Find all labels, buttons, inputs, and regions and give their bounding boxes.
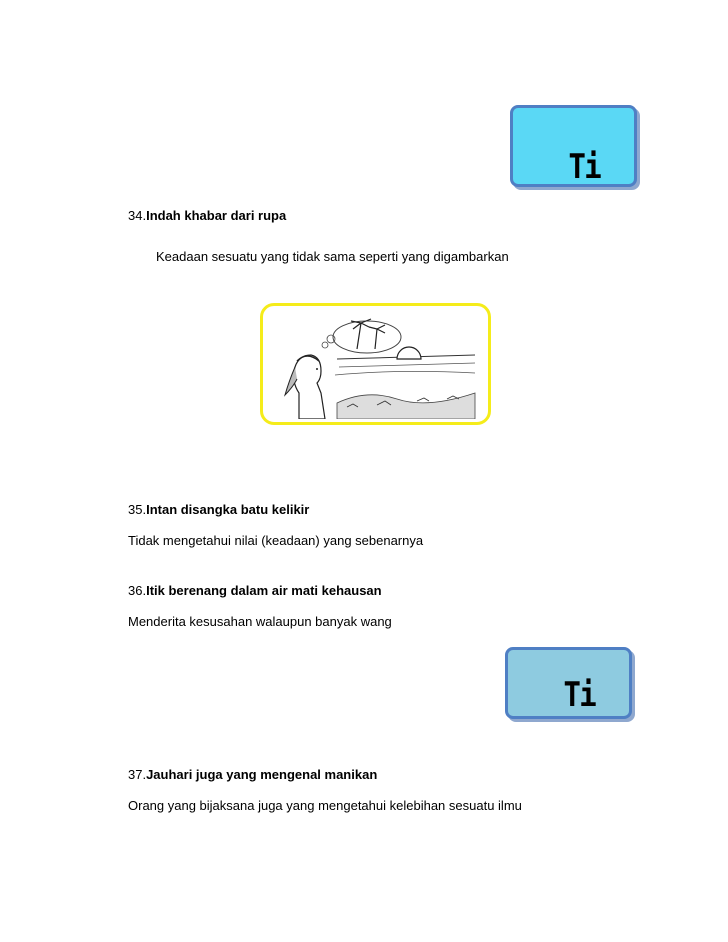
entry-36-meaning: Menderita kesusahan walaupun banyak wang: [128, 614, 392, 629]
ti-badge-top: [510, 105, 637, 187]
entry-36-heading: [128, 583, 382, 598]
entry-35-title: Intan disangka batu kelikir: [146, 502, 310, 517]
entry-36-title: Itik berenang dalam air mati kehausan: [146, 583, 382, 598]
entry-35-number: 35.: [128, 502, 147, 517]
entry-37-number: 37.: [128, 767, 147, 782]
entry-37-meaning: Orang yang bijaksana juga yang mengetahui kelebihan sesuatu ilmu: [128, 798, 522, 813]
entry-34-title: Indah khabar dari rupa: [146, 208, 287, 223]
ti-badge-bottom-text: Ti: [563, 675, 595, 715]
entry-35-meaning: Tidak mengetahui nilai (keadaan) yang sebenarnya: [128, 533, 424, 548]
entry-36-number: 36.: [128, 583, 147, 598]
entry-37-title: Jauhari juga yang mengenal manikan: [146, 767, 378, 782]
girl-daydream-illustration: [277, 315, 477, 419]
ti-badge-bottom: [505, 647, 632, 719]
illustration-frame: [260, 303, 491, 425]
entry-37-heading: [128, 767, 377, 782]
entry-35-heading: [128, 502, 309, 517]
entry-34-meaning: Keadaan sesuatu yang tidak sama seperti yang digambarkan: [156, 249, 509, 264]
entry-34-heading: [128, 208, 286, 223]
ti-badge-top-text: Ti: [568, 147, 600, 187]
entry-34-number: 34.: [128, 208, 147, 223]
